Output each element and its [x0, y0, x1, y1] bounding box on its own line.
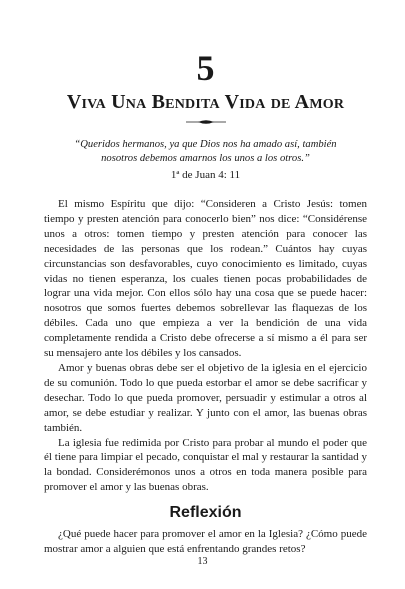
paragraph: Amor y buenas obras debe ser el objetivo de la iglesia en el ejercicio de su comunión. Todo lo que pueda estorbar el amor se debe sacrificar y desechar. Todo lo que pueda promover, persuadir y estimular a otros al amor, se debe estudiar y realizar. Y junto con el amor, las buenas obras también.: [44, 361, 367, 434]
epigraph-reference: 1ª de Juan 4: 11: [170, 169, 241, 181]
chapter-body: [44, 197, 367, 557]
reflection-heading: Reflexión: [169, 504, 242, 522]
epigraph-quote: “Queridos hermanos, ya que Dios nos ha amado así, también nosotros debemos amarnos los unos a los otros.”: [74, 139, 337, 164]
chapter-number: 5: [196, 48, 215, 88]
chapter-title: Viva Una Bendita Vida de Amor: [66, 91, 345, 113]
page-number: 13: [197, 556, 208, 567]
reflection-text: ¿Qué puede hacer para promover el amor en la Iglesia? ¿Cómo puede mostrar amor a alguien que está enfrentando grandes retos?: [44, 528, 367, 556]
paragraph: El mismo Espíritu que dijo: “Consideren a Cristo Jesús: tomen tiempo y presten atención para conocerlo bien” nos dice: “Considérense unos a otros: tomen tiempo y presten atención para conocer las necesidades de las personas que los rodean.” Cuántos hay cuyas circunstancias son desfavorables, cuyo conocimiento es limitado, cuyas vidas no tienen esperanza, los cuales tienen pocas probabilidades de lograr una vida mejor. Con ellos sólo hay una cosa que se puede hacer: nosotros que somos fuertes debemos sobrellevar las flaquezas de los débiles. Cada uno que empieza a ver la bendición de una vida completamente rendida a Cristo debe ofrecerse a sí mismo a él para ser su mensajero ante los débiles y los cansados.: [44, 198, 367, 360]
ornament-divider-icon: [184, 118, 228, 126]
paragraph: La iglesia fue redimida por Cristo para probar al mundo el poder que él tiene para limpiar el pecado, conquistar el mal y restaurar la santidad y la bondad. Considerémonos unos a otros en toda manera posible para promover el amor y las buenas obras.: [44, 436, 367, 494]
